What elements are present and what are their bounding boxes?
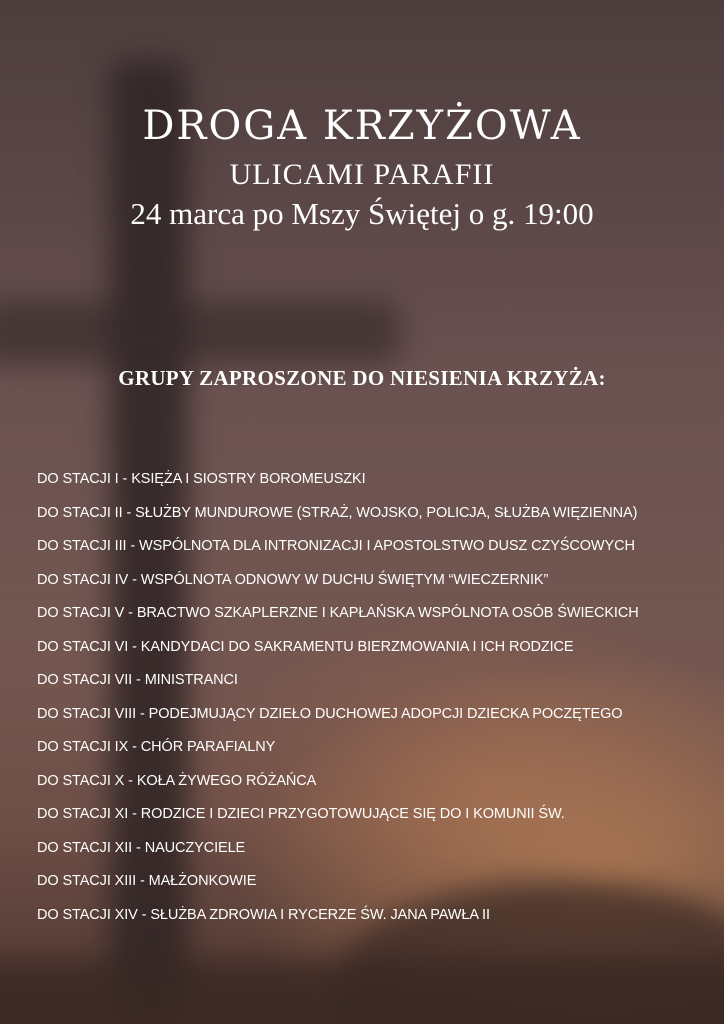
station-item-3: DO STACJI III - WSPÓLNOTA DLA INTRONIZACJI I APOSTOLSTWO DUSZ CZYŚCOWYCH [37,538,635,554]
station-item-14: DO STACJI XIV - SŁUŻBA ZDROWIA I RYCERZE ŚW. JANA PAWŁA II [37,906,490,923]
station-item-5: DO STACJI V - BRACTWO SZKAPLERZNE I KAPŁAŃSKA WSPÓLNOTA OSÓB ŚWIECKICH [37,605,639,621]
station-item-8: DO STACJI VIII - PODEJMUJĄCY DZIEŁO DUCHOWEJ ADOPCJI DZIECKA POCZĘTEGO [37,705,623,722]
station-item-1: DO STACJI I - KSIĘŻA I SIOSTRY BOROMEUSZKI [37,471,366,487]
groups-heading: GRUPY ZAPROSZONE DO NIESIENIA KRZYŻA: [118,366,606,390]
poster-subtitle: ULICAMI PARAFII [229,158,495,191]
stations-list [37,463,717,932]
station-item-7: DO STACJI VII - MINISTRANCI [37,672,238,688]
station-item-4: DO STACJI IV - WSPÓLNOTA ODNOWY W DUCHU ŚWIĘTYM “WIECZERNIK” [37,571,549,588]
station-item-2: DO STACJI II - SŁUŻBY MUNDUROWE (STRAŻ, WOJSKO, POLICJA, SŁUŻBA WIĘZIENNA) [37,504,638,521]
station-item-9: DO STACJI IX - CHÓR PARAFIALNY [37,739,276,755]
station-item-12: DO STACJI XII - NAUCZYCIELE [37,839,246,856]
event-date: 24 marca po Mszy Świętej o g. 19:00 [130,196,594,231]
poster-title: DROGA KRZYŻOWA [142,103,582,149]
station-item-13: DO STACJI XIII - MAŁŻONKOWIE [37,873,257,889]
station-item-10: DO STACJI X - KOŁA ŻYWEGO RÓŻAŃCA [37,772,317,789]
station-item-6: DO STACJI VI - KANDYDACI DO SAKRAMENTU BIERZMOWANIA I ICH RODZICE [37,638,574,655]
station-item-11: DO STACJI XI - RODZICE I DZIECI PRZYGOTOWUJĄCE SIĘ DO I KOMUNII ŚW. [37,806,565,822]
